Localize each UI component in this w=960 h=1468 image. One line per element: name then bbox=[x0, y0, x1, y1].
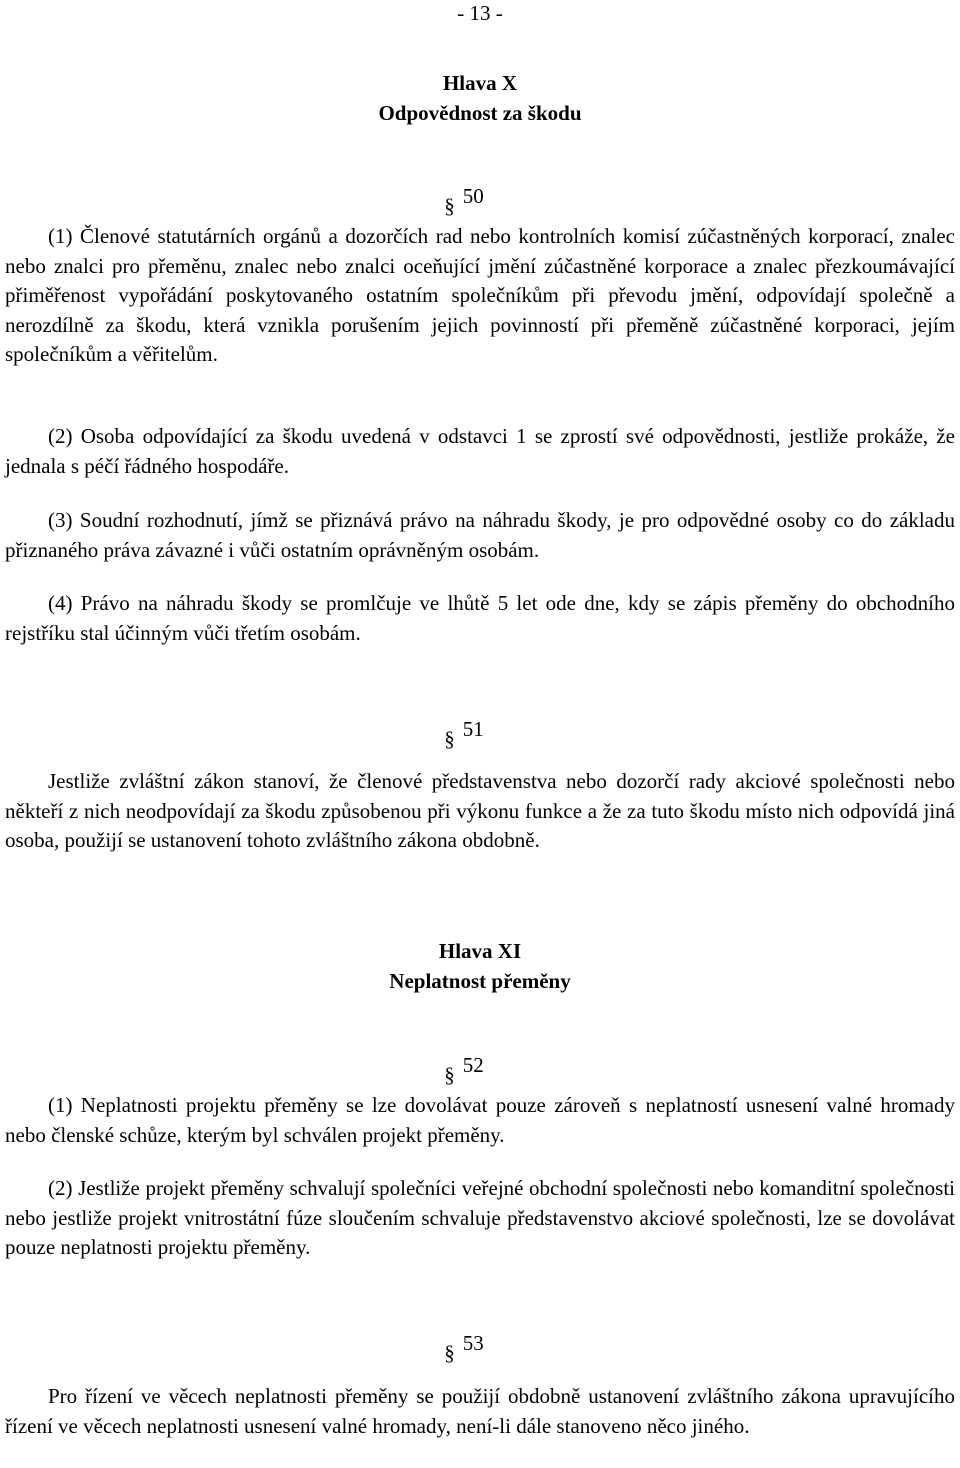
section-50-heading bbox=[0, 183, 960, 218]
section-50-paragraph-1: (1) Členové statutárních orgánů a dozorčích rad nebo kontrolních komisí zúčastněných korporací, znalec nebo znalci pro přeměnu, znalec nebo znalci oceňující jmění zúčastněné korporace a znalec přezkoumávající přiměřenost vypořádání poskytovaného ostatním společníkům při převodu jmění, odpovídají společně a nerozdílně za škodu, která vznikla porušením jejich povinností při přeměně zúčastněné korporaci, jejím společníkům a věřitelům. bbox=[5, 224, 955, 366]
section-53-paragraph: Pro řízení ve věcech neplatnosti přeměny se použijí obdobně ustanovení zvláštního zákona upravujícího řízení ve věcech neplatnosti usnesení valné hromady, není-li dále stanoveno něco jiného. bbox=[5, 1384, 955, 1438]
section-symbol: § bbox=[444, 727, 455, 751]
section-number: 52 bbox=[462, 1053, 484, 1077]
section-52-heading bbox=[0, 1052, 960, 1087]
section-50-paragraph-2: (2) Osoba odpovídající za škodu uvedená v odstavci 1 se zprostí své odpovědnosti, jestliže prokáže, že jednala s péčí řádného hospodáře. bbox=[5, 424, 955, 478]
section-52-paragraph-1: (1) Neplatnosti projektu přeměny se lze dovolávat pouze zároveň s neplatností usnesení valné hromady nebo členské schůze, kterým byl schválen projekt přeměny. bbox=[5, 1093, 955, 1147]
chapter-xi-heading bbox=[0, 936, 960, 996]
chapter-x-title: Hlava X bbox=[442, 71, 518, 95]
section-51-paragraph: Jestliže zvláštní zákon stanoví, že členové představenstva nebo dozorčí rady akciové společnosti nebo někteří z nich neodpovídají za škodu způsobenou při výkonu funkce a že za tuto škodu místo nich odpovídá jiná osoba, použijí se ustanovení tohoto zvláštního zákona obdobně. bbox=[5, 769, 955, 852]
section-symbol: § bbox=[444, 1063, 455, 1087]
section-50-paragraph-3: (3) Soudní rozhodnutí, jímž se přiznává právo na náhradu škody, je pro odpovědné osoby co do základu přiznaného práva závazné i vůči ostatním oprávněným osobám. bbox=[5, 508, 955, 562]
section-50-paragraph-4: (4) Právo na náhradu škody se promlčuje ve lhůtě 5 let ode dne, kdy se zápis přeměny do obchodního rejstříku stal účinným vůči třetím osobám. bbox=[5, 591, 955, 645]
section-number: 53 bbox=[462, 1331, 484, 1355]
chapter-x-subtitle: Odpovědnost za škodu bbox=[378, 101, 582, 125]
chapter-xi-subtitle: Neplatnost přeměny bbox=[389, 969, 571, 993]
section-51-heading bbox=[0, 716, 960, 751]
page-number: - 13 - bbox=[457, 1, 503, 25]
section-symbol: § bbox=[444, 194, 455, 218]
section-number: 50 bbox=[462, 184, 484, 208]
section-53-heading bbox=[0, 1330, 960, 1365]
section-52-paragraph-2: (2) Jestliže projekt přeměny schvalují společníci veřejné obchodní společnosti nebo komanditní společnosti nebo jestliže projekt vnitrostátní fúze sloučením schvaluje představenstvo akciové společnosti, lze se dovolávat pouze neplatnosti projektu přeměny. bbox=[5, 1176, 955, 1259]
chapter-x-heading bbox=[0, 68, 960, 128]
section-symbol: § bbox=[444, 1341, 455, 1365]
section-number: 51 bbox=[462, 717, 484, 741]
chapter-xi-title: Hlava XI bbox=[438, 939, 522, 963]
